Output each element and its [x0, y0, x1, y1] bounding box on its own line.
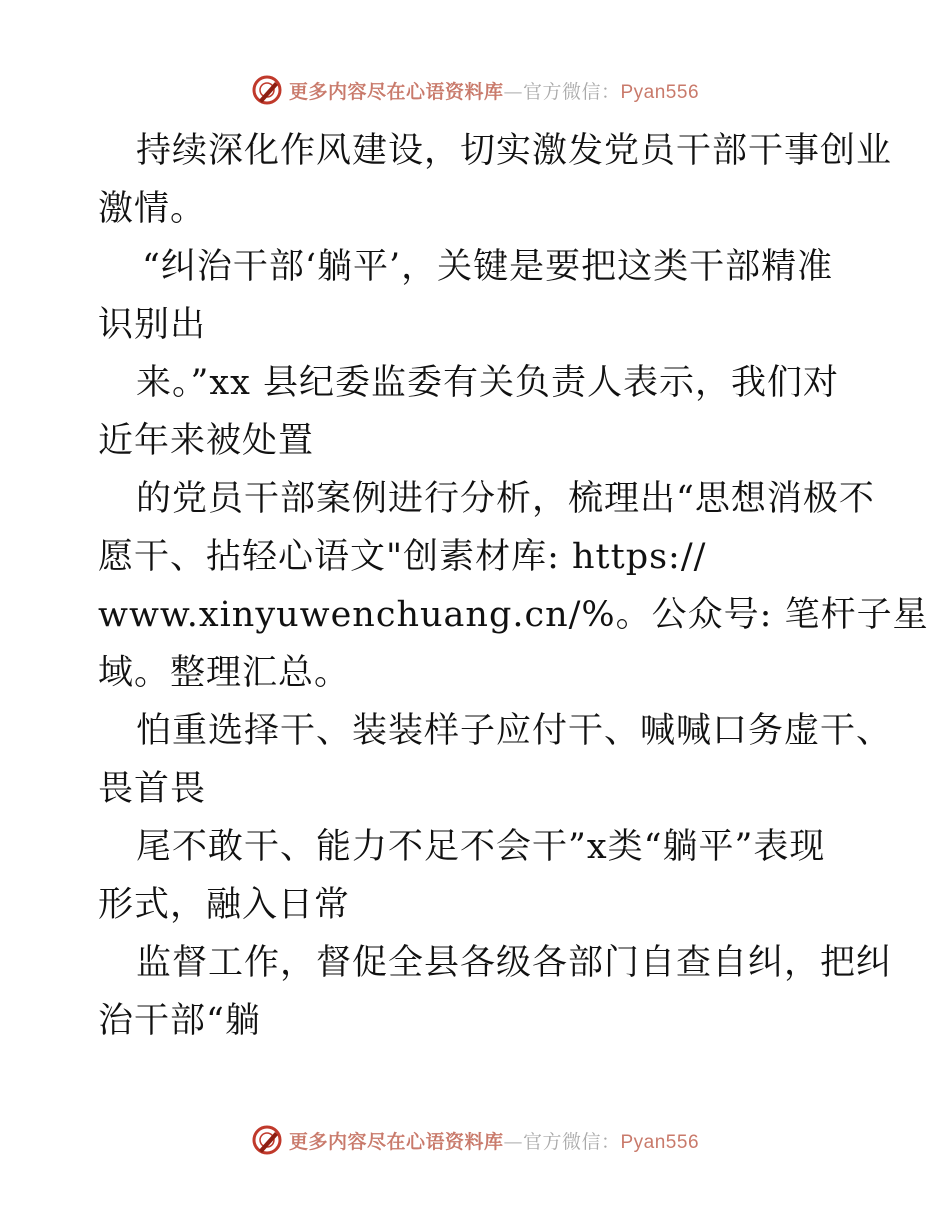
body-line: 近年来被处置: [98, 421, 315, 461]
body-line: 持续深化作风建设，切实激发党员干部干事创业: [136, 131, 893, 171]
body-line: 激情。: [98, 189, 207, 229]
body-line: “纠治干部‘躺平’，关键是要把这类干部精准: [142, 247, 834, 287]
body-line: 愿干、拈轻心语文"创素材库: https://: [98, 537, 707, 577]
pen-logo-icon: [251, 1124, 283, 1156]
body-line: 来。”xx 县纪委监委有关负责人表示，我们对: [136, 363, 839, 403]
body-line: 尾不敢干、能力不足不会干”x类“躺平”表现: [136, 827, 826, 867]
footer-watermark: [0, 1122, 950, 1158]
body-line: 形式，融入日常: [98, 885, 351, 925]
body-line: www.xinyuwenchuang.cn/%。公众号: 笔杆子星: [98, 595, 929, 635]
header-watermark: [0, 72, 950, 108]
watermark-text: 更多内容尽在心语资料库—官方微信：Pyan556: [288, 1130, 700, 1153]
body-line: 识别出: [98, 305, 207, 345]
pen-logo-icon: [251, 74, 283, 106]
document-body: [98, 122, 929, 1050]
watermark-text: 更多内容尽在心语资料库—官方微信：Pyan556: [288, 80, 700, 103]
body-line: 的党员干部案例进行分析，梳理出“思想消极不: [136, 479, 875, 519]
body-line: 监督工作，督促全县各级各部门自查自纠，把纠: [136, 943, 893, 983]
body-line: 域。整理汇总。: [98, 653, 351, 693]
body-line: 怕重选择干、装装样子应付干、喊喊口务虚干、: [136, 711, 893, 751]
body-line: 畏首畏: [98, 769, 207, 809]
body-line: 治干部“躺: [98, 1001, 261, 1041]
